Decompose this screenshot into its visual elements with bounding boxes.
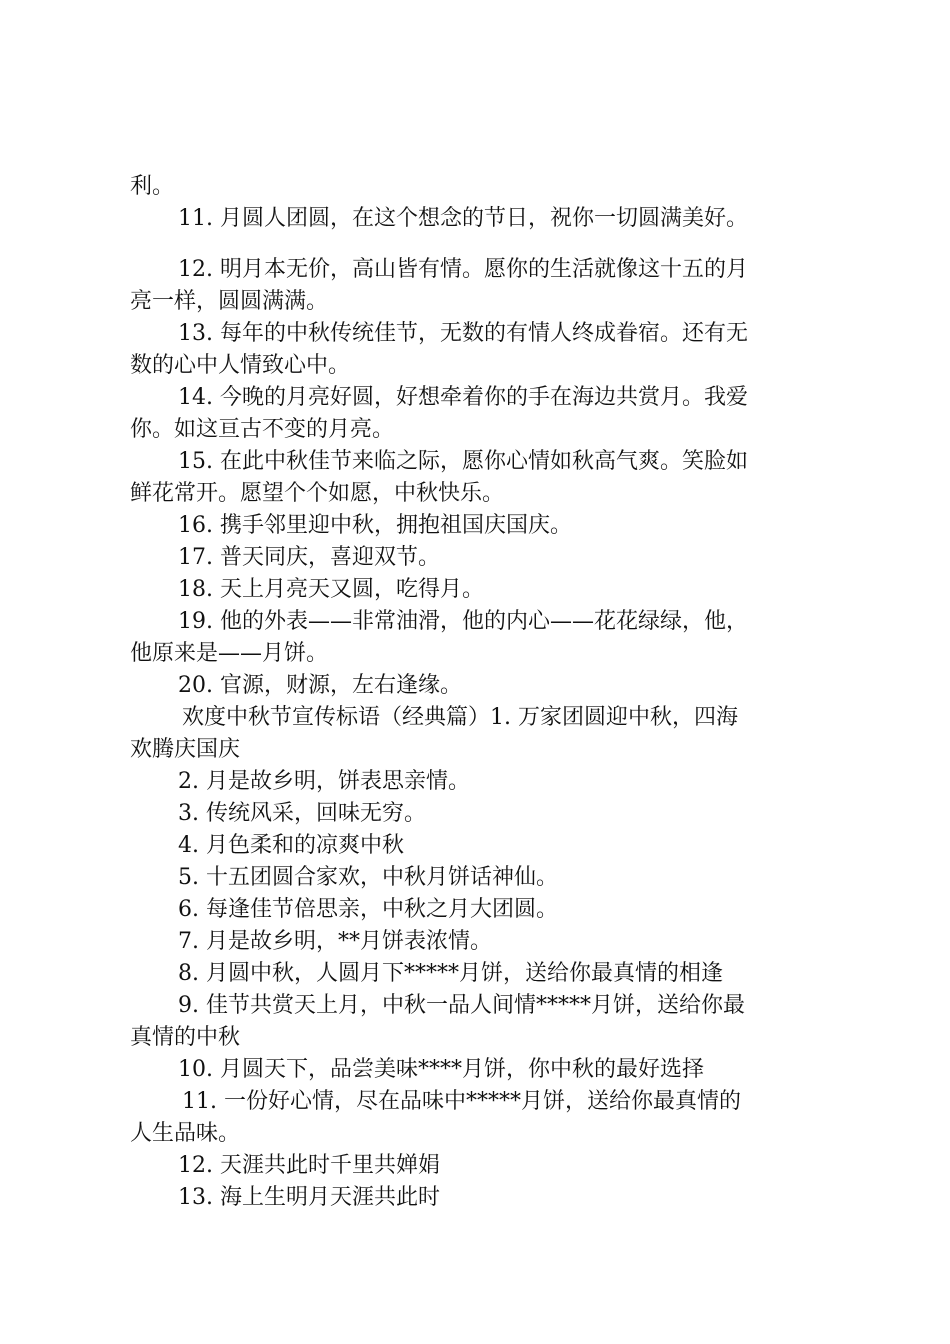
list-item-9: 9. 佳节共赏天上月，中秋一品人间情*****月饼，送给你最: [178, 993, 745, 1018]
text-line: 欢腾庆国庆: [130, 737, 241, 762]
list-item-13b: 13. 海上生明月天涯共此时: [178, 1185, 440, 1210]
list-item-17: 17. 普天同庆，喜迎双节。: [178, 545, 440, 570]
list-item-15: 15. 在此中秋佳节来临之际，愿你心情如秋高气爽。笑脸如: [178, 449, 748, 474]
list-item-3: 3. 传统风采，回味无穷。: [178, 801, 426, 826]
list-item-4: 4. 月色柔和的凉爽中秋: [178, 833, 404, 858]
list-item-14: 14. 今晚的月亮好圆，好想牵着你的手在海边共赏月。我爱: [178, 385, 748, 410]
paragraph-gap: [130, 235, 835, 254]
list-item-12: 12. 明月本无价，高山皆有情。愿你的生活就像这十五的月: [178, 257, 748, 282]
list-item-11b: 11. 一份好心情，尽在品味中*****月饼，送给你最真情的: [182, 1089, 741, 1114]
list-item-6: 6. 每逢佳节倍思亲，中秋之月大团圆。: [178, 897, 558, 922]
list-item-7: 7. 月是故乡明，**月饼表浓情。: [178, 929, 492, 954]
text-line: 亮一样，圆圆满满。: [130, 289, 329, 314]
list-item-13: 13. 每年的中秋传统佳节，无数的有情人终成眷宿。还有无: [178, 321, 748, 346]
list-item-8: 8. 月圆中秋，人圆月下*****月饼，送给你最真情的相逢: [178, 961, 723, 986]
list-item-11: 11. 月圆人团圆，在这个想念的节日，祝你一切圆满美好。: [178, 206, 748, 231]
list-item-10: 10. 月圆天下，品尝美味****月饼，你中秋的最好选择: [178, 1057, 704, 1082]
text-line: 他原来是——月饼。: [130, 641, 329, 666]
list-item-20: 20. 官源，财源，左右逢缘。: [178, 673, 462, 698]
section-heading-line: 欢度中秋节宣传标语（经典篇）1. 万家团圆迎中秋，四海: [182, 705, 738, 730]
text-line: 你。如这亘古不变的月亮。: [130, 417, 395, 442]
text-line: 真情的中秋: [130, 1025, 241, 1050]
list-item-16: 16. 携手邻里迎中秋，拥抱祖国庆国庆。: [178, 513, 572, 538]
list-item-12b: 12. 天涯共此时千里共婵娟: [178, 1153, 440, 1178]
document-body: [130, 171, 835, 1214]
list-item-18: 18. 天上月亮天又圆，吃得月。: [178, 577, 484, 602]
text-line: 数的心中人情致心中。: [130, 353, 351, 378]
list-item-5: 5. 十五团圆合家欢，中秋月饼话神仙。: [178, 865, 558, 890]
list-item-19: 19. 他的外表——非常油滑，他的内心——花花绿绿，他，: [178, 609, 748, 634]
text-line: 鲜花常开。愿望个个如愿，中秋快乐。: [130, 481, 505, 506]
text-line: 人生品味。: [130, 1121, 241, 1146]
text-line: 利。: [130, 174, 175, 199]
list-item-2: 2. 月是故乡明，饼表思亲情。: [178, 769, 470, 794]
